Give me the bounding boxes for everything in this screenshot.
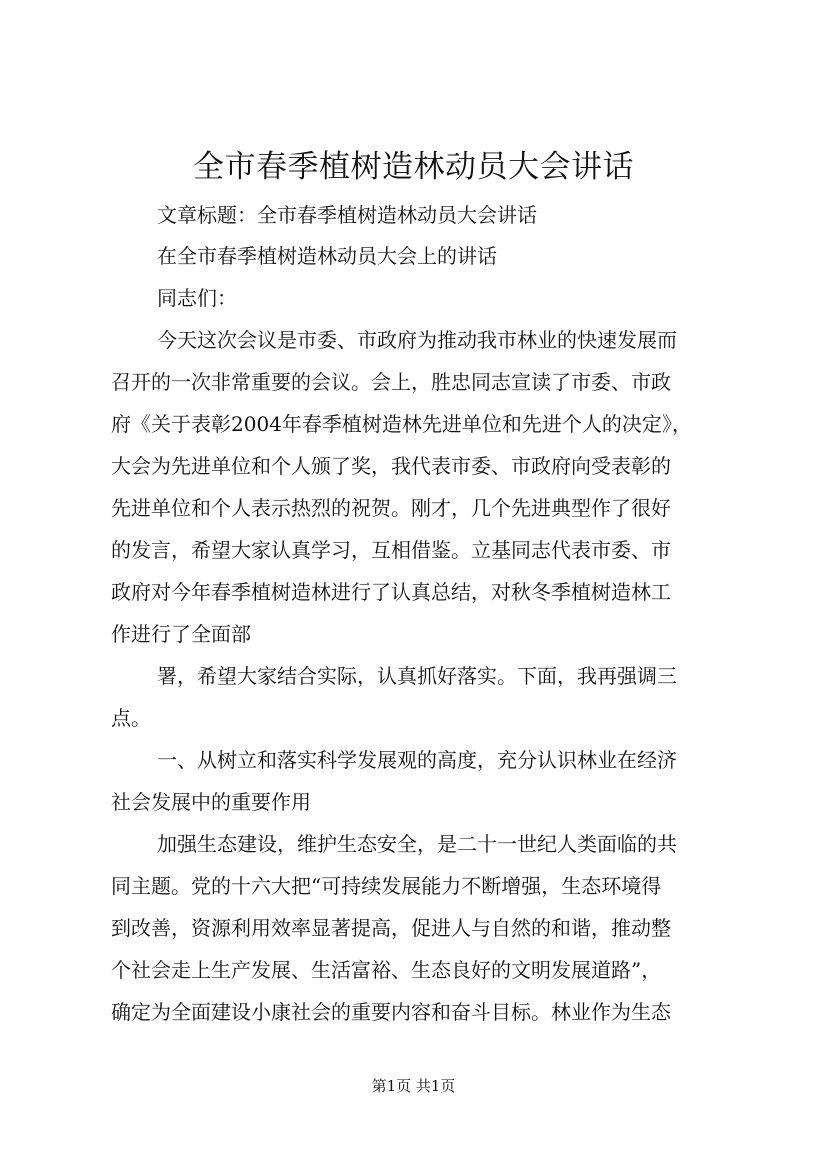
text-line: 个社会走上生产发展、生活富裕、生态良好的文明发展道路”，: [111, 958, 662, 982]
text-line: 先进单位和个人表示热烈的祝贺。刚才，几个先进典型作了很好: [111, 496, 671, 520]
text-line: 加强生态建设，维护生态安全，是二十一世纪人类面临的共: [157, 832, 677, 856]
text-line: 作进行了全面部: [111, 622, 251, 646]
text-line: 召开的一次非常重要的会议。会上，胜忠同志宣读了市委、市政: [111, 370, 671, 394]
text-line: 大会为先进单位和个人颁了奖，我代表市委、市政府向受表彰的: [111, 454, 671, 478]
text-line: 到改善，资源利用效率显著提高，促进人与自然的和谐，推动整: [111, 916, 671, 940]
text-line: 在全市春季植树造林动员大会上的讲话: [157, 244, 497, 268]
text-line: 署，希望大家结合实际，认真抓好落实。下面，我再强调三: [157, 664, 677, 688]
text-line: 一、从树立和落实科学发展观的高度，充分认识林业在经济: [157, 748, 677, 772]
text-line: 政府对今年春季植树造林进行了认真总结，对秋冬季植树造林工: [111, 580, 671, 604]
page-footer: 第1页 共1页: [371, 1077, 456, 1095]
text-line: 社会发展中的重要作用: [111, 790, 311, 814]
text-line: 府《关于表彰2004年春季植树造林先进单位和先进个人的决定》，: [111, 412, 692, 436]
text-line: 同主题。党的十六大把“可持续发展能力不断增强，生态环境得: [111, 874, 662, 898]
text-line: 确定为全面建设小康社会的重要内容和奋斗目标。林业作为生态: [111, 1000, 671, 1024]
text-line: 今天这次会议是市委、市政府为推动我市林业的快速发展而: [157, 328, 677, 352]
text-line: 点。: [111, 706, 151, 730]
text-line: 的发言，希望大家认真学习，互相借鉴。立基同志代表市委、市: [111, 538, 671, 562]
document-title: 全市春季植树造林动员大会讲话: [193, 149, 634, 185]
text-line: 文章标题：全市春季植树造林动员大会讲话: [157, 203, 537, 227]
text-line: 同志们：: [157, 286, 237, 310]
